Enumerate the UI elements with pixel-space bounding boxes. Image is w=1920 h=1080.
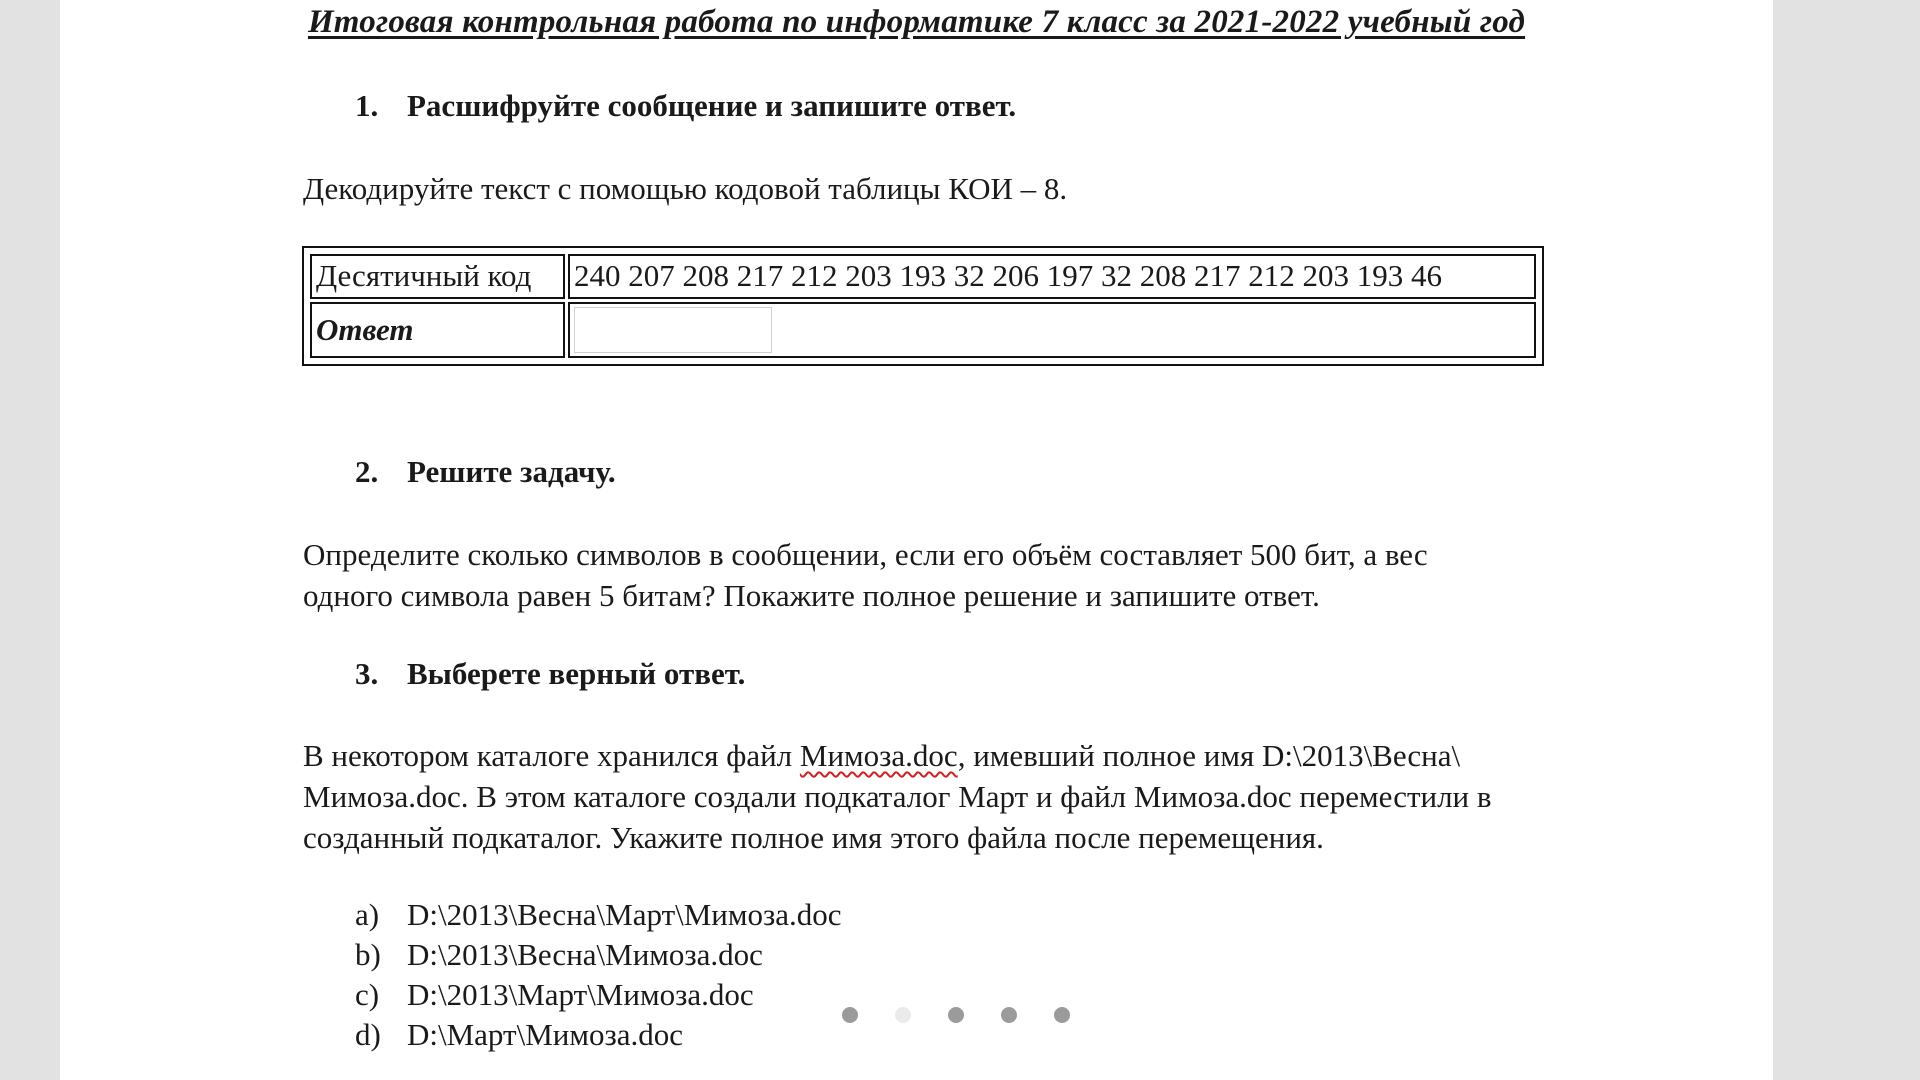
slide-pagination [842,1007,1070,1023]
question-1-heading [355,88,1016,124]
option-letter: d) [355,1017,381,1052]
option-c [355,975,842,1015]
question-2-title: Решите задачу. [407,454,616,489]
option-text: D:\Март\Мимоза.doc [407,1017,683,1052]
question-3-text [303,735,1492,858]
viewer-gutter-left [0,0,60,1080]
question-1-title: Расшифруйте сообщение и запишите ответ. [407,88,1017,123]
question-2-text [303,534,1428,616]
decimal-code-value: 240 207 208 217 212 203 193 32 206 197 32 208 217 212 203 193 46 [568,254,1536,299]
answer-input[interactable] [574,307,772,353]
question-3-line-1-start: В некотором каталоге хранился файл [303,738,800,773]
option-b [355,935,842,975]
question-2-heading [355,454,616,490]
pagination-dot[interactable] [1054,1007,1070,1023]
option-text: D:\2013\Весна\Март\Мимоза.doc [407,897,842,932]
document-page [60,0,1773,1080]
question-3-number: 3. [355,656,379,691]
option-letter: b) [355,937,381,972]
question-3-title: Выберете верный ответ. [407,656,746,691]
viewer-gutter-right [1773,0,1920,1080]
pagination-dot[interactable] [1001,1007,1017,1023]
pagination-dot-active[interactable] [895,1007,911,1023]
option-letter: c) [355,977,380,1012]
answer-options [355,895,842,1055]
option-text: D:\2013\Март\Мимоза.doc [407,977,754,1012]
option-d [355,1015,842,1055]
question-3-line-2: Мимоза.doc. В этом каталоге создали подкаталог Март и файл Мимоза.doc переместили в [303,779,1492,814]
pagination-dot[interactable] [948,1007,964,1023]
question-2-line-1: Определите сколько символов в сообщении, если его объём составляет 500 бит, а вес [303,537,1428,572]
pagination-dot[interactable] [842,1007,858,1023]
question-2-number: 2. [355,454,379,489]
question-3-heading [355,656,745,692]
decimal-code-label: Десятичный код [310,254,565,299]
question-3-line-3: созданный подкаталог. Укажите полное имя этого файла после перемещения. [303,820,1324,855]
code-table [302,246,1544,366]
option-text: D:\2013\Весна\Мимоза.doc [407,937,763,972]
question-3-line-1-end: , имевший полное имя D:\2013\Весна\ [957,738,1461,773]
option-a [355,895,842,935]
option-letter: a) [355,897,380,932]
document-title: Итоговая контрольная работа по информатике 7 класс за 2021-2022 учебный год [307,4,1526,40]
question-1-text: Декодируйте текст с помощью кодовой таблицы КОИ – 8. [303,171,1068,206]
answer-label: Ответ [310,302,565,358]
spellcheck-word[interactable]: Мимоза.doc [799,738,958,773]
question-1-number: 1. [355,88,379,123]
question-2-line-2: одного символа равен 5 битам? Покажите полное решение и запишите ответ. [303,578,1320,613]
question-3-line-1 [303,735,1492,776]
code-table-row-decimal [310,254,1536,299]
answer-cell [568,302,1536,358]
code-table-row-answer [310,302,1536,358]
